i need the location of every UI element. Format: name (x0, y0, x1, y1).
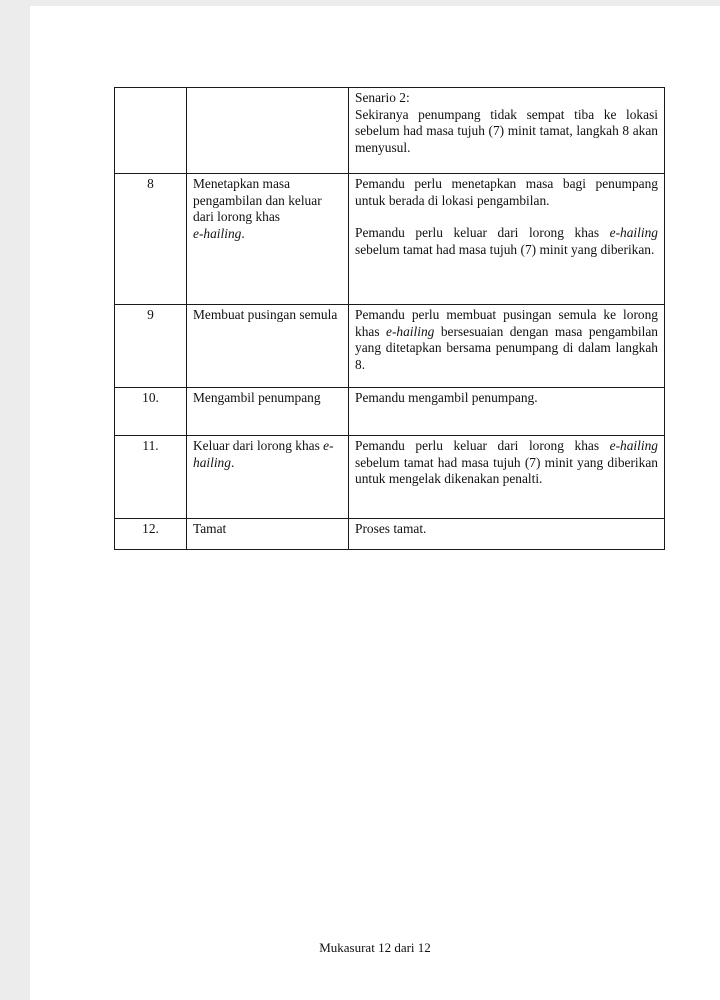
table-row (115, 388, 665, 436)
step-title-cell: Menetapkan masa pengambilan dan keluar dari lorong khas e-hailing. (187, 174, 349, 305)
step-title-cell: Mengambil penumpang (187, 388, 349, 436)
procedure-table (114, 87, 665, 550)
table-row (115, 88, 665, 174)
step-title-cell: Keluar dari lorong khas e-hailing. (187, 436, 349, 519)
step-description-cell: Pemandu perlu membuat pusingan semula ke lorong khas e-hailing bersesuaian dengan masa pengambilan yang ditetapkan bersama penumpang di dalam langkah 8. (349, 305, 665, 388)
step-description-cell: Proses tamat. (349, 519, 665, 550)
step-number-cell (115, 88, 187, 174)
step-number-cell: 8 (115, 174, 187, 305)
step-description-cell (349, 88, 665, 174)
scenario-title: Senario 2: (355, 90, 410, 105)
step-number-cell: 11. (115, 436, 187, 519)
step-description-cell: Pemandu perlu menetapkan masa bagi penumpang untuk berada di lokasi pengambilan. Pemandu perlu keluar dari lorong khas e-hailing sebelum tamat had masa tujuh (7) minit yang diberikan. (349, 174, 665, 305)
table-row (115, 436, 665, 519)
scenario-text: Sekiranya penumpang tidak sempat tiba ke lokasi sebelum had masa tujuh (7) minit tamat, langkah 8 akan menyusul. (355, 106, 658, 155)
table-row (115, 174, 665, 305)
step-number-cell: 9 (115, 305, 187, 388)
step-number-cell: 12. (115, 519, 187, 550)
step-description-cell: Pemandu mengambil penumpang. (349, 388, 665, 436)
step-title-cell: Membuat pusingan semula (187, 305, 349, 388)
step-description-cell: Pemandu perlu keluar dari lorong khas e-hailing sebelum tamat had masa tujuh (7) minit yang diberikan untuk mengelak dikenakan penalti. (349, 436, 665, 519)
table-row (115, 305, 665, 388)
document-page (30, 6, 720, 1000)
step-title-cell: Tamat (187, 519, 349, 550)
step-number-cell: 10. (115, 388, 187, 436)
table-row (115, 519, 665, 550)
page-footer: Mukasurat 12 dari 12 (319, 940, 431, 955)
step-title-cell (187, 88, 349, 174)
